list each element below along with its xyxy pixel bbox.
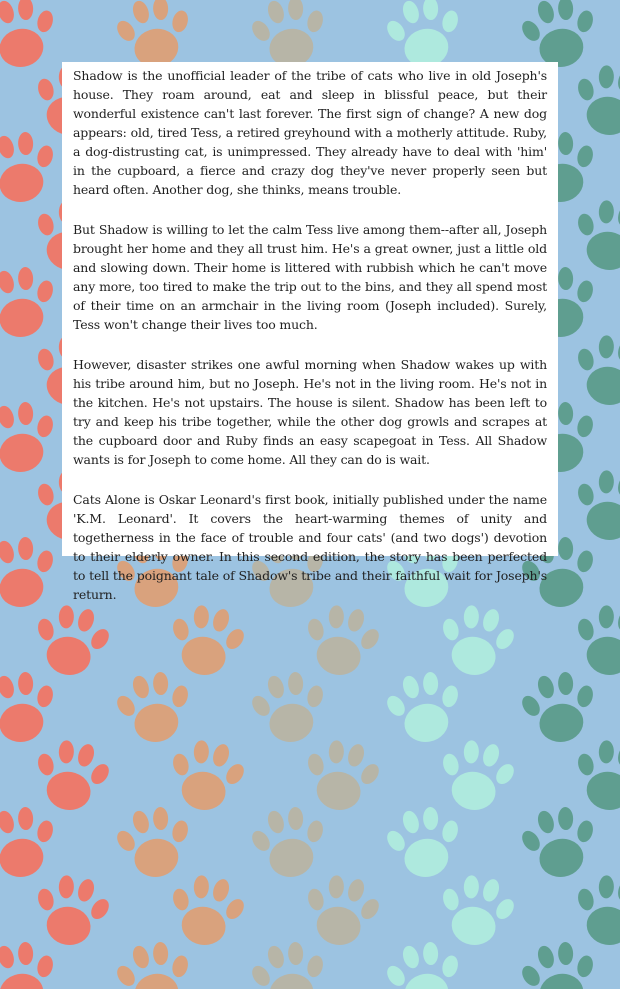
paw-print [567, 735, 620, 817]
paw-print [515, 936, 604, 989]
paw-print [0, 936, 64, 989]
paw-print [110, 801, 199, 883]
paw-print [297, 870, 386, 952]
paw-print [432, 600, 521, 682]
paw-print [432, 735, 521, 817]
paw-print [162, 0, 251, 6]
paw-print [0, 666, 64, 748]
paw-print [567, 195, 620, 277]
paw-print [515, 801, 604, 883]
paw-print [27, 0, 116, 6]
paw-print [0, 126, 64, 208]
blurb-paragraph-3: However, disaster strikes one awful morning when Shadow wakes up with his tribe around him, but no Joseph. He's not in the living room. He's not in the kitchen. He's not upstairs. The house is silent. Shadow has been left to try and keep his tribe together, while the other dog growls and scrapes at the cupboard door and Ruby finds an easy scapegoat in Tess. All Shadow wants is for Joseph to come home. All they can do is wait. [73, 357, 547, 467]
paw-print [27, 600, 116, 682]
paw-print [245, 666, 334, 748]
paw-print [0, 0, 64, 73]
paw-print [27, 870, 116, 952]
paw-print [567, 600, 620, 682]
blurb-paragraph-1: Shadow is the unofficial leader of the tribe of cats who live in old Joseph's house. They roam around, eat and sleep in blissful peace, but their wonderful existence can't last forever. The first sign of change? A new dog appears: old, tired Tess, a retired greyhound with a motherly attitude. Ruby, a dog-distrusting cat, is unimpressed. They already have to deal with 'him' in the cupboard, a fierce and crazy dog they've never properly seen but heard often. Another dog, she thinks, means trouble. [73, 68, 547, 197]
paw-print [0, 396, 64, 478]
paw-print [162, 735, 251, 817]
paw-print [245, 936, 334, 989]
paw-print [162, 870, 251, 952]
paw-print [567, 330, 620, 412]
blurb-paragraph-2: But Shadow is willing to let the calm Tess live among them--after all, Joseph brought her home and they all trust him. He's a great owner, just a little old and slowing down. Their home is littered with rubbish which he can't move any more, too tired to make the trip out to the bins, and they all spend most of their time on an armchair in the living room (Joseph included). Surely, Tess won't change their lives too much. [73, 222, 547, 332]
paw-print [380, 666, 469, 748]
paw-print [432, 870, 521, 952]
paw-print [567, 60, 620, 142]
paw-print [297, 600, 386, 682]
paw-print [0, 261, 64, 343]
book-blurb-panel [62, 62, 558, 602]
paw-print [0, 801, 64, 883]
paw-print [245, 801, 334, 883]
paw-print [380, 936, 469, 989]
paw-print [0, 531, 64, 613]
paw-print [567, 465, 620, 547]
paw-print [432, 0, 521, 6]
blurb-paragraph-4: Cats Alone is Oskar Leonard's first book, initially published under the name 'K.M. Leonard'. It covers the heart-warming themes of unity and togetherness in the face of trouble and four cats' (and two dogs') devotion to their elderly owner. In this second edition, the story has been perfected to tell the poignant tale of Shadow's tribe and their faithful wait for Joseph's return. [73, 492, 547, 602]
paw-print [110, 936, 199, 989]
paw-print [567, 870, 620, 952]
paw-print [567, 0, 620, 6]
paw-print [110, 666, 199, 748]
paw-print [297, 0, 386, 6]
paw-print [297, 735, 386, 817]
paw-print [515, 666, 604, 748]
paw-print [162, 600, 251, 682]
paw-print [380, 801, 469, 883]
paw-print [27, 735, 116, 817]
